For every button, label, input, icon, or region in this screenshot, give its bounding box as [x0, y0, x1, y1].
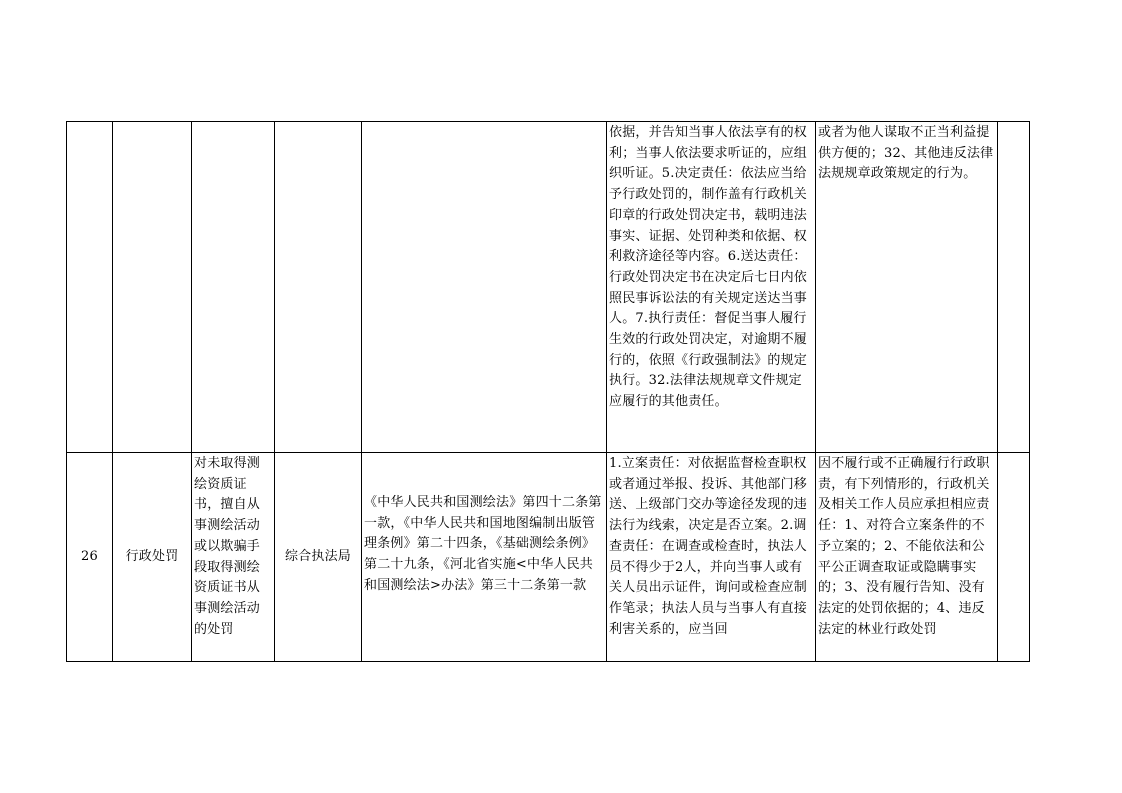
department-text: 综合执法局 — [284, 549, 351, 565]
cell-duty — [607, 453, 816, 662]
cell-category — [113, 122, 192, 453]
cell-remark — [998, 122, 1030, 453]
cell-basis — [362, 122, 607, 453]
cell-remark — [998, 453, 1030, 662]
cell-accountability — [816, 122, 998, 453]
cell-basis — [362, 453, 607, 662]
table-row — [67, 122, 1030, 453]
cell-category — [113, 453, 192, 662]
duty-text: 依据，并告知当事人依法享有的权利；当事人依法要求听证的，应组织听证。5.决定责任：依法应当给予行政处罚的，制作盖有行政机关印章的行政处罚决定书，载明违法事实、证据、处罚种类和依据、权利救济途径等内容。6.送达责任：行政处罚决定书在决定后七日内依照民事诉讼法的有关规定送达当事人。7.执行责任：督促当事人履行生效的行政处罚决定，对逾期不履行的，依照《行政强制法》的规定执行。32.法律法规规章文件规定应履行的其他责任。 — [609, 125, 808, 410]
cell-item — [192, 122, 275, 453]
basis-text: 《中华人民共和国测绘法》第四十二条第一款，《中华人民共和国地图编制出版管理条例》第二十四条，《基础测绘条例》第二十九条，《河北省实施<中华人民共和国测绘法>办法》第三十二条第一款 — [364, 495, 602, 593]
accountability-text: 或者为他人谋取不正当利益提供方便的；32、其他违反法律法规规章政策规定的行为。 — [818, 125, 994, 182]
row-number: 26 — [81, 549, 98, 565]
cell-no — [67, 453, 113, 662]
cell-department — [275, 453, 362, 662]
cell-duty — [607, 122, 816, 453]
table-row — [67, 453, 1030, 662]
cell-item — [192, 453, 275, 662]
cell-no — [67, 122, 113, 453]
item-text: 对未取得测绘资质证书，擅自从事测绘活动或以欺骗手段取得测绘资质证书从事测绘活动的处罚 — [194, 456, 261, 637]
cell-department — [275, 122, 362, 453]
cell-accountability — [816, 453, 998, 662]
power-list-table — [66, 121, 1030, 662]
duty-text: 1.立案责任：对依据监督检查职权或者通过举报、投诉、其他部门移送、上级部门交办等途径发现的违法行为线索，决定是否立案。2.调查责任：在调查或检查时，执法人员不得少于2人，并向当事人或有关人员出示证件，询问或检查应制作笔录；执法人员与当事人有直接利害关系的，应当回 — [609, 456, 808, 637]
category-text: 行政处罚 — [125, 549, 179, 565]
accountability-text: 因不履行或不正确履行行政职责，有下列情形的，行政机关及相关工作人员应承担相应责任：1、对符合立案条件的不予立案的；2、不能依法和公平公正调查取证或隐瞒事实的；3、没有履行告知、没有法定的处罚依据的；4、违反法定的林业行政处罚 — [818, 456, 990, 637]
